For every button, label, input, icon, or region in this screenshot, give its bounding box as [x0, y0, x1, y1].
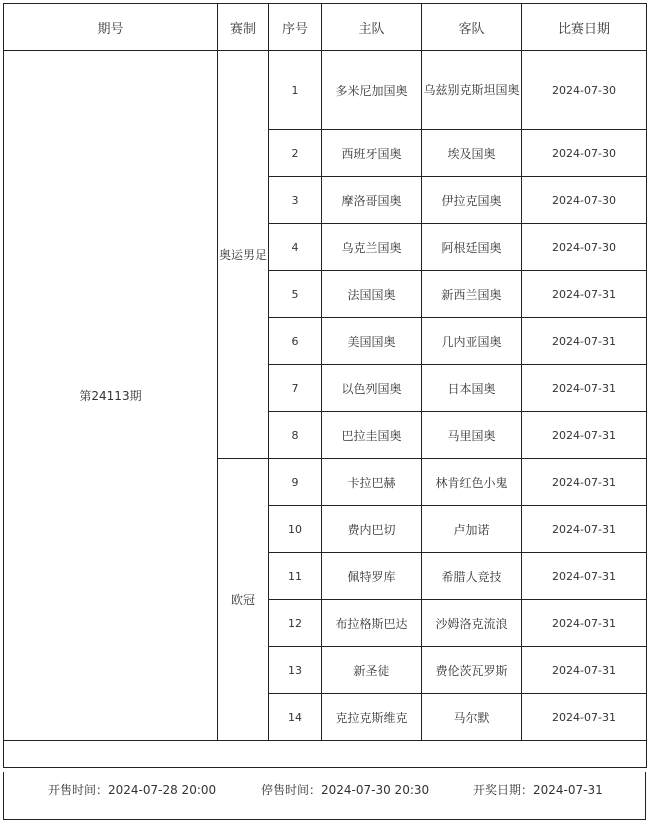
away-cell: 马尔默	[422, 694, 522, 741]
home-cell: 克拉克斯维克	[322, 694, 422, 741]
seq-cell: 6	[269, 318, 322, 365]
away-cell: 林肯红色小鬼	[422, 459, 522, 506]
seq-cell: 2	[269, 130, 322, 177]
home-cell: 西班牙国奥	[322, 130, 422, 177]
competition-cell: 欧冠	[218, 459, 269, 741]
away-cell: 阿根廷国奥	[422, 224, 522, 271]
empty-cell	[4, 741, 647, 768]
home-cell: 以色列国奥	[322, 365, 422, 412]
seq-cell: 7	[269, 365, 322, 412]
away-cell: 埃及国奥	[422, 130, 522, 177]
date-cell: 2024-07-30	[522, 130, 647, 177]
seq-cell: 5	[269, 271, 322, 318]
away-cell: 新西兰国奥	[422, 271, 522, 318]
away-cell: 几内亚国奥	[422, 318, 522, 365]
date-cell: 2024-07-30	[522, 177, 647, 224]
seq-cell: 8	[269, 412, 322, 459]
date-cell: 2024-07-31	[522, 600, 647, 647]
schedule-table-wrapper	[3, 3, 646, 768]
away-cell: 乌兹别克斯坦国奥	[422, 51, 522, 130]
home-cell: 美国国奥	[322, 318, 422, 365]
header-period: 期号	[4, 4, 218, 51]
date-cell: 2024-07-31	[522, 459, 647, 506]
date-cell: 2024-07-30	[522, 224, 647, 271]
date-cell: 2024-07-31	[522, 318, 647, 365]
away-cell: 希腊人竞技	[422, 553, 522, 600]
seq-cell: 14	[269, 694, 322, 741]
sales-info-footer	[3, 772, 646, 820]
sale-close-time: 停售时间：2024-07-30 20:30	[261, 783, 430, 797]
date-cell: 2024-07-30	[522, 51, 647, 130]
table-row	[4, 51, 647, 130]
header-competition: 赛制	[218, 4, 269, 51]
home-cell: 费内巴切	[322, 506, 422, 553]
sale-open-time: 开售时间：2024-07-28 20:00	[48, 783, 217, 797]
date-cell: 2024-07-31	[522, 271, 647, 318]
date-cell: 2024-07-31	[522, 506, 647, 553]
away-cell: 马里国奥	[422, 412, 522, 459]
away-cell: 日本国奥	[422, 365, 522, 412]
date-cell: 2024-07-31	[522, 694, 647, 741]
date-cell: 2024-07-31	[522, 365, 647, 412]
away-cell: 伊拉克国奥	[422, 177, 522, 224]
away-cell: 费伦茨瓦罗斯	[422, 647, 522, 694]
away-cell: 卢加诺	[422, 506, 522, 553]
home-cell: 摩洛哥国奥	[322, 177, 422, 224]
seq-cell: 12	[269, 600, 322, 647]
home-cell: 法国国奥	[322, 271, 422, 318]
header-row	[4, 4, 647, 51]
seq-cell: 9	[269, 459, 322, 506]
home-cell: 卡拉巴赫	[322, 459, 422, 506]
home-cell: 新圣徒	[322, 647, 422, 694]
date-cell: 2024-07-31	[522, 412, 647, 459]
away-cell: 沙姆洛克流浪	[422, 600, 522, 647]
seq-cell: 3	[269, 177, 322, 224]
home-cell: 乌克兰国奥	[322, 224, 422, 271]
date-cell: 2024-07-31	[522, 553, 647, 600]
home-cell: 佩特罗库	[322, 553, 422, 600]
period-cell: 第24113期	[4, 51, 218, 741]
header-date: 比赛日期	[522, 4, 647, 51]
header-home: 主队	[322, 4, 422, 51]
seq-cell: 1	[269, 51, 322, 130]
empty-row	[4, 741, 647, 768]
seq-cell: 11	[269, 553, 322, 600]
header-away: 客队	[422, 4, 522, 51]
home-cell: 多米尼加国奥	[322, 51, 422, 130]
competition-cell: 奥运男足	[218, 51, 269, 459]
seq-cell: 4	[269, 224, 322, 271]
home-cell: 布拉格斯巴达	[322, 600, 422, 647]
header-seq: 序号	[269, 4, 322, 51]
home-cell: 巴拉圭国奥	[322, 412, 422, 459]
draw-date: 开奖日期：2024-07-31	[473, 783, 603, 797]
schedule-table	[3, 3, 647, 768]
seq-cell: 10	[269, 506, 322, 553]
date-cell: 2024-07-31	[522, 647, 647, 694]
seq-cell: 13	[269, 647, 322, 694]
